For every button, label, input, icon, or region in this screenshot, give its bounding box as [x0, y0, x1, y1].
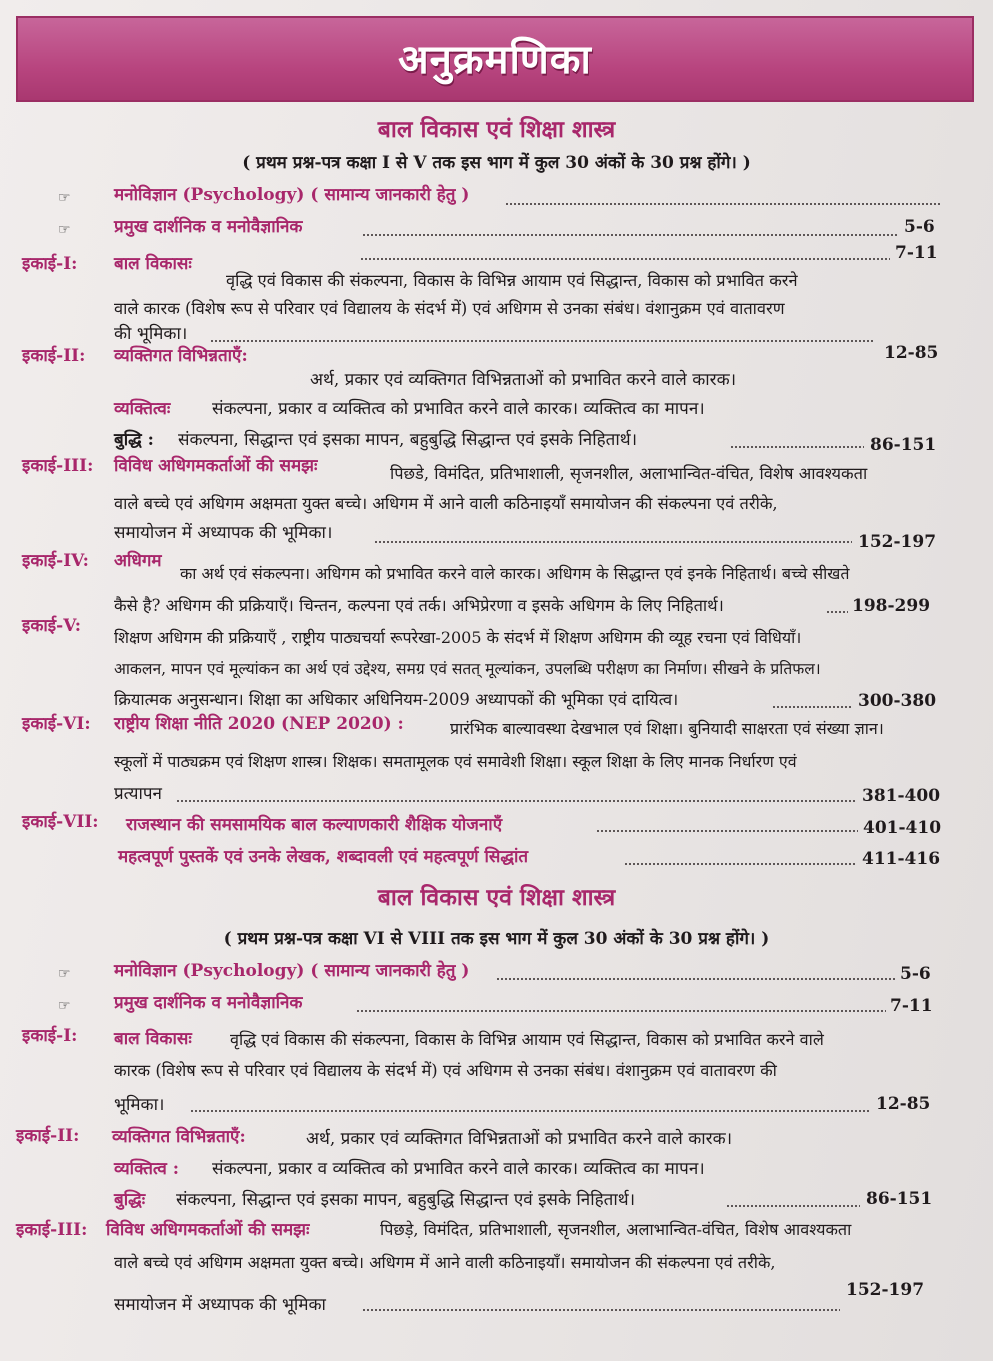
s1-philosophers-entry[interactable]: प्रमुख दार्शनिक व मनोवैज्ञानिक: [114, 217, 303, 237]
s1-unit5-label: इकाई-V:: [22, 616, 81, 636]
s2-unit1-line3: भूमिका।: [114, 1095, 165, 1115]
s2-unit1-pages: 12-85: [876, 1094, 931, 1114]
s1-unit3-topic[interactable]: विविध अधिगमकर्ताओं की समझः: [114, 456, 318, 476]
s2-unit3-line1: पिछड़े, विमंदित, प्रतिभाशाली, सृजनशील, अलाभान्वित-वंचित, विशेष आवश्यकता: [380, 1220, 852, 1239]
s2-unit3-pages: 152-197: [846, 1280, 925, 1300]
s1-unit6-topic[interactable]: राष्ट्रीय शिक्षा नीति 2020 (NEP 2020) :: [114, 714, 404, 734]
s1-unit1-line2: वाले कारक (विशेष रूप से परिवार एवं विद्यालय के संदर्भ में) एवं अधिगम से उनका संबंध। वंशानुक्रम एवं वातावरण: [114, 299, 785, 318]
page-title: अनुक्रमणिका: [398, 37, 592, 83]
s1-unit2-label: इकाई-II:: [22, 346, 86, 366]
s2-unit2-topic[interactable]: व्यक्तिगत विभिन्नताएँ:: [112, 1127, 246, 1147]
hand-pointer-icon: ☞: [58, 998, 71, 1014]
leader-dots: [505, 203, 942, 205]
section-2-note: ( प्रथम प्रश्न-पत्र कक्षा VI से VIII तक इस भाग में कुल 30 अंकों के 30 प्रश्न होंगे। ): [223, 929, 770, 949]
s1-philosophers-pages: 7-11: [895, 243, 938, 263]
hand-pointer-icon: ☞: [58, 222, 71, 238]
leader-dots: [772, 706, 852, 708]
s1-unit2-intelligence-text: संकल्पना, सिद्धान्त एवं इसका मापन, बहुबुद्धि सिद्धान्त एवं इसके निहितार्थ।: [178, 430, 638, 450]
s2-unit2-personality-text: संकल्पना, प्रकार व व्यक्तित्व को प्रभावित करने वाले कारक। व्यक्तित्व का मापन।: [212, 1159, 705, 1179]
s1-unit4-topic[interactable]: अधिगम: [114, 551, 162, 571]
s1-unit5-pages: 300-380: [858, 691, 937, 711]
section-1-note: ( प्रथम प्रश्न-पत्र कक्षा I से V तक इस भाग में कुल 30 अंकों के 30 प्रश्न होंगे। ): [242, 153, 751, 173]
s1-unit1-line1: वृद्धि एवं विकास की संकल्पना, विकास के विभिन्न आयाम एवं सिद्धान्त, विकास को प्रभावित करने: [226, 271, 798, 290]
s1-unit3-line2: वाले बच्चे एवं अधिगम अक्षमता युक्त बच्चे। अधिगम में आने वाली कठिनाइयाँ समायोजन की संकल्पना एवं तरीके,: [114, 494, 778, 513]
s1-unit2-topic[interactable]: व्यक्तिगत विभिन्नताएँ:: [114, 346, 248, 366]
s1-unit5-line2: आकलन, मापन एवं मूल्यांकन का अर्थ एवं उद्देश्य, समग्र एवं सतत् मूल्यांकन, उपलब्धि परीक्षण का निर्माण। सीखने के प्रतिफल।: [114, 660, 821, 678]
leader-dots: [496, 978, 896, 980]
s2-unit1-topic[interactable]: बाल विकासः: [114, 1029, 192, 1049]
leader-dots: [826, 611, 848, 613]
s2-unit2-intelligence-label: बुद्धिः: [114, 1190, 146, 1210]
s2-unit2-intelligence-text: संकल्पना, सिद्धान्त एवं इसका मापन, बहुबुद्धि सिद्धान्त एवं इसके निहितार्थ।: [176, 1190, 636, 1210]
s1-unit6-line3: प्रत्यापन: [114, 784, 162, 804]
s2-unit2-personality-label: व्यक्तित्व :: [114, 1159, 180, 1179]
s1-unit3-line1: पिछडे, विमंदित, प्रतिभाशाली, सृजनशील, अलाभान्वित-वंचित, विशेष आवश्यकता: [390, 464, 868, 483]
s1-unit6-pages: 381-400: [862, 786, 941, 806]
s2-unit2-label: इकाई-II:: [16, 1126, 80, 1146]
section-2-heading: बाल विकास एवं शिक्षा शास्त्र: [377, 885, 616, 911]
s2-philosophers-entry[interactable]: प्रमुख दार्शनिक व मनोवैज्ञानिक: [114, 993, 303, 1013]
s1-unit7-pages: 401-410: [863, 818, 942, 838]
s2-unit3-line3: समायोजन में अध्यापक की भूमिका: [114, 1295, 326, 1315]
s2-unit1-line2: कारक (विशेष रूप से परिवार एवं विद्यालय के संदर्भ में) एवं अधिगम से उनका संबंध। वंशानुक्रम एवं वातावरण की: [114, 1061, 777, 1080]
s2-unit2-pages: 86-151: [866, 1189, 933, 1209]
s1-unit3-pages: 152-197: [858, 532, 937, 552]
leader-dots: [360, 258, 890, 260]
s2-unit1-label: इकाई-I:: [22, 1026, 78, 1046]
hand-pointer-icon: ☞: [58, 190, 71, 206]
s2-unit1-line1: वृद्धि एवं विकास की संकल्पना, विकास के विभिन्न आयाम एवं सिद्धान्त, विकास को प्रभावित करने वाले: [230, 1030, 824, 1049]
s1-unit2-personality-label: व्यक्तित्वः: [114, 399, 171, 419]
s1-unit4-label: इकाई-IV:: [22, 551, 89, 571]
s1-unit7-topic[interactable]: राजस्थान की समसामयिक बाल कल्याणकारी शैक्षिक योजनाएँ: [126, 815, 503, 835]
leader-dots: [362, 1309, 840, 1311]
s1-unit6-line1: प्रारंभिक बाल्यावस्था देखभाल एवं शिक्षा। बुनियादी साक्षरता एवं संख्या ज्ञान।: [450, 719, 884, 738]
s1-books-pages: 411-416: [862, 849, 941, 869]
s1-unit3-label: इकाई-III:: [22, 456, 94, 476]
s1-unit1-topic[interactable]: बाल विकासः: [114, 254, 192, 274]
s1-unit6-label: इकाई-VI:: [22, 714, 91, 734]
hand-pointer-icon: ☞: [58, 966, 71, 982]
s2-unit3-line2: वाले बच्चे एवं अधिगम अक्षमता युक्त बच्चे। अधिगम में आने वाली कठिनाइयाँ। समायोजन की संकल्पना एवं तरीके,: [114, 1253, 776, 1272]
leader-dots: [210, 340, 875, 342]
s2-unit2-line1: अर्थ, प्रकार एवं व्यक्तिगत विभिन्नताओं को प्रभावित करने वाले कारक।: [306, 1129, 733, 1149]
leader-dots: [362, 234, 899, 236]
s1-unit7-label: इकाई-VII:: [22, 812, 99, 832]
leader-dots: [596, 830, 858, 832]
section-1-heading: बाल विकास एवं शिक्षा शास्त्र: [377, 117, 616, 143]
s1-unit1-pages: 12-85: [884, 343, 939, 363]
s1-books-entry[interactable]: महत्वपूर्ण पुस्तकें एवं उनके लेखक, शब्दावली एवं महत्वपूर्ण सिद्धांत: [118, 847, 529, 867]
s2-unit3-topic[interactable]: विविध अधिगमकर्ताओं की समझः: [106, 1220, 310, 1240]
s1-unit4-pages: 198-299: [852, 596, 931, 616]
s1-unit3-line3: समायोजन में अध्यापक की भूमिका।: [114, 523, 333, 543]
s1-unit2-pages: 86-151: [870, 435, 937, 455]
leader-dots: [356, 1010, 886, 1012]
s2-psychology-entry[interactable]: मनोविज्ञान (Psychology) ( सामान्य जानकारी हेतु ): [114, 961, 470, 981]
s2-unit3-label: इकाई-III:: [16, 1220, 88, 1240]
leader-dots: [726, 1205, 860, 1207]
s2-psychology-pages: 5-6: [900, 964, 931, 984]
leader-dots: [190, 1110, 870, 1112]
leader-dots: [624, 863, 856, 865]
s1-unit5-line3: क्रियात्मक अनुसन्धान। शिक्षा का अधिकार अधिनियम-2009 अध्यापकों की भूमिका एवं दायित्व।: [114, 690, 679, 709]
s1-unit2-line1: अर्थ, प्रकार एवं व्यक्तिगत विभिन्नताओं को प्रभावित करने वाले कारक।: [310, 370, 737, 390]
s2-philosophers-pages: 7-11: [890, 996, 933, 1016]
leader-dots: [176, 800, 856, 802]
leader-dots: [730, 446, 864, 448]
s1-psychology-pages: 5-6: [904, 217, 935, 237]
s1-unit6-line2: स्कूलों में पाठ्यक्रम एवं शिक्षण शास्त्र। शिक्षक। समतामूलक एवं समावेशी शिक्षा। स्कूल शिक्षा के लिए मानक निर्धारण एवं: [114, 752, 797, 771]
s1-unit1-line3: की भूमिका।: [114, 324, 188, 344]
s1-unit2-personality-text: संकल्पना, प्रकार व व्यक्तित्व को प्रभावित करने वाले कारक। व्यक्तित्व का मापन।: [212, 399, 705, 419]
leader-dots: [374, 541, 852, 543]
s1-psychology-entry[interactable]: मनोविज्ञान (Psychology) ( सामान्य जानकारी हेतु ): [114, 185, 470, 205]
s1-unit5-line1: शिक्षण अधिगम की प्रक्रियाएँ , राष्ट्रीय पाठ्यचर्या रूपरेखा-2005 के संदर्भ में शिक्षण अधिगम की व्यूह रचना एवं विधियाँ।: [114, 628, 802, 647]
s1-unit1-label: इकाई-I:: [22, 254, 78, 274]
s1-unit2-intelligence-label: बुद्धि :: [114, 430, 154, 450]
s1-unit4-line2: कैसे है? अधिगम की प्रक्रियाएँ। चिन्तन, कल्पना एवं तर्क। अभिप्रेरणा व इसके अधिगम के लिए निहितार्थ।: [114, 596, 724, 615]
s1-unit4-line1: का अर्थ एवं संकल्पना। अधिगम को प्रभावित करने वाले कारक। अधिगम के सिद्धान्त एवं इनके निहितार्थ। बच्चे सीखते: [180, 564, 850, 583]
